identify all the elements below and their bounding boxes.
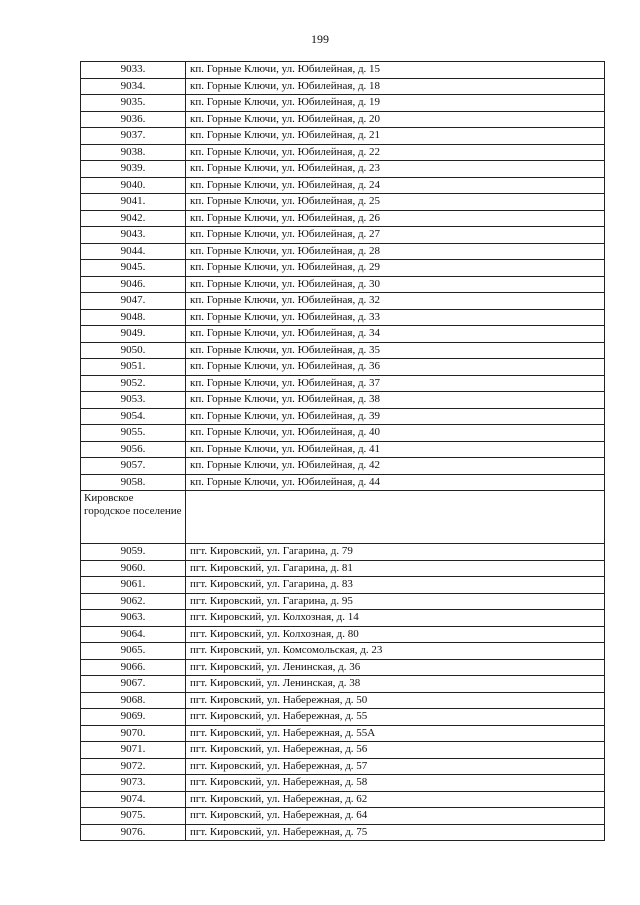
table-row [81,425,605,442]
row-number: 9073. [81,775,186,792]
row-number: 9060. [81,560,186,577]
row-number: 9075. [81,808,186,825]
row-address: кп. Горные Ключи, ул. Юбилейная, д. 44 [186,474,605,491]
row-address: пгт. Кировский, ул. Ленинская, д. 38 [186,676,605,693]
table-row [81,293,605,310]
row-number: 9040. [81,177,186,194]
row-address: кп. Горные Ключи, ул. Юбилейная, д. 29 [186,260,605,277]
row-number: 9042. [81,210,186,227]
row-number: 9050. [81,342,186,359]
row-address: кп. Горные Ключи, ул. Юбилейная, д. 34 [186,326,605,343]
table-row [81,128,605,145]
table-row [81,144,605,161]
row-address: кп. Горные Ключи, ул. Юбилейная, д. 37 [186,375,605,392]
table-row [81,62,605,79]
row-address: кп. Горные Ключи, ул. Юбилейная, д. 24 [186,177,605,194]
table-row [81,441,605,458]
row-address: кп. Горные Ключи, ул. Юбилейная, д. 42 [186,458,605,475]
table-row [81,177,605,194]
row-address: кп. Горные Ключи, ул. Юбилейная, д. 36 [186,359,605,376]
row-number: 9066. [81,659,186,676]
row-number: 9033. [81,62,186,79]
row-number: 9057. [81,458,186,475]
row-number: 9036. [81,111,186,128]
row-address: кп. Горные Ключи, ул. Юбилейная, д. 40 [186,425,605,442]
section-empty-cell [186,491,605,544]
row-number: 9044. [81,243,186,260]
row-number: 9045. [81,260,186,277]
row-address: кп. Горные Ключи, ул. Юбилейная, д. 41 [186,441,605,458]
row-address: пгт. Кировский, ул. Гагарина, д. 95 [186,593,605,610]
table-row [81,342,605,359]
table-row [81,643,605,660]
row-number: 9064. [81,626,186,643]
table-row [81,326,605,343]
table-row [81,392,605,409]
row-address: пгт. Кировский, ул. Колхозная, д. 80 [186,626,605,643]
row-number: 9067. [81,676,186,693]
table-row [81,210,605,227]
table-row [81,610,605,627]
table-row [81,95,605,112]
table-row [81,309,605,326]
row-address: пгт. Кировский, ул. Набережная, д. 55А [186,725,605,742]
table-row [81,742,605,759]
row-number: 9055. [81,425,186,442]
row-number: 9043. [81,227,186,244]
row-address: кп. Горные Ключи, ул. Юбилейная, д. 26 [186,210,605,227]
table-row [81,194,605,211]
row-address: кп. Горные Ключи, ул. Юбилейная, д. 19 [186,95,605,112]
row-number: 9037. [81,128,186,145]
table-row [81,659,605,676]
row-number: 9065. [81,643,186,660]
table-row [81,692,605,709]
table-row [81,111,605,128]
row-number: 9071. [81,742,186,759]
section-title: Кировское городское поселение [81,491,186,544]
row-address: кп. Горные Ключи, ул. Юбилейная, д. 18 [186,78,605,95]
address-table [80,61,605,841]
table-row [81,474,605,491]
row-address: пгт. Кировский, ул. Ленинская, д. 36 [186,659,605,676]
row-address: кп. Горные Ключи, ул. Юбилейная, д. 33 [186,309,605,326]
row-number: 9051. [81,359,186,376]
table-row [81,408,605,425]
table-row [81,709,605,726]
row-address: пгт. Кировский, ул. Набережная, д. 75 [186,824,605,841]
row-number: 9072. [81,758,186,775]
row-address: кп. Горные Ключи, ул. Юбилейная, д. 15 [186,62,605,79]
row-address: кп. Горные Ключи, ул. Юбилейная, д. 32 [186,293,605,310]
row-address: кп. Горные Ключи, ул. Юбилейная, д. 30 [186,276,605,293]
address-table-body [81,62,605,841]
row-address: кп. Горные Ключи, ул. Юбилейная, д. 25 [186,194,605,211]
table-row [81,791,605,808]
row-number: 9052. [81,375,186,392]
table-row [81,375,605,392]
row-number: 9039. [81,161,186,178]
row-address: кп. Горные Ключи, ул. Юбилейная, д. 21 [186,128,605,145]
row-address: пгт. Кировский, ул. Набережная, д. 56 [186,742,605,759]
row-number: 9053. [81,392,186,409]
table-row [81,577,605,594]
row-address: кп. Горные Ключи, ул. Юбилейная, д. 22 [186,144,605,161]
row-number: 9046. [81,276,186,293]
table-row [81,725,605,742]
row-address: пгт. Кировский, ул. Набережная, д. 50 [186,692,605,709]
row-number: 9063. [81,610,186,627]
row-number: 9054. [81,408,186,425]
section-row [81,491,605,544]
row-address: пгт. Кировский, ул. Набережная, д. 64 [186,808,605,825]
table-row [81,359,605,376]
row-number: 9056. [81,441,186,458]
row-number: 9035. [81,95,186,112]
table-row [81,260,605,277]
row-address: пгт. Кировский, ул. Гагарина, д. 83 [186,577,605,594]
table-row [81,676,605,693]
table-row [81,824,605,841]
table-row [81,758,605,775]
table-row [81,775,605,792]
row-address: пгт. Кировский, ул. Колхозная, д. 14 [186,610,605,627]
row-address: кп. Горные Ключи, ул. Юбилейная, д. 39 [186,408,605,425]
row-number: 9047. [81,293,186,310]
row-address: пгт. Кировский, ул. Набережная, д. 58 [186,775,605,792]
row-number: 9061. [81,577,186,594]
row-number: 9041. [81,194,186,211]
table-row [81,78,605,95]
row-address: кп. Горные Ключи, ул. Юбилейная, д. 35 [186,342,605,359]
row-number: 9048. [81,309,186,326]
page-number: 199 [311,32,329,46]
table-row [81,227,605,244]
row-address: кп. Горные Ключи, ул. Юбилейная, д. 28 [186,243,605,260]
row-address: пгт. Кировский, ул. Комсомольская, д. 23 [186,643,605,660]
table-row [81,161,605,178]
row-address: пгт. Кировский, ул. Набережная, д. 62 [186,791,605,808]
row-address: кп. Горные Ключи, ул. Юбилейная, д. 38 [186,392,605,409]
row-address: пгт. Кировский, ул. Гагарина, д. 79 [186,544,605,561]
row-number: 9062. [81,593,186,610]
row-number: 9070. [81,725,186,742]
row-number: 9038. [81,144,186,161]
row-number: 9074. [81,791,186,808]
row-address: пгт. Кировский, ул. Набережная, д. 55 [186,709,605,726]
row-address: пгт. Кировский, ул. Гагарина, д. 81 [186,560,605,577]
row-number: 9068. [81,692,186,709]
row-number: 9076. [81,824,186,841]
table-row [81,458,605,475]
row-number: 9059. [81,544,186,561]
table-row [81,544,605,561]
row-address: пгт. Кировский, ул. Набережная, д. 57 [186,758,605,775]
table-row [81,626,605,643]
table-row [81,276,605,293]
row-number: 9034. [81,78,186,95]
table-row [81,593,605,610]
row-number: 9069. [81,709,186,726]
row-number: 9058. [81,474,186,491]
table-row [81,560,605,577]
row-address: кп. Горные Ключи, ул. Юбилейная, д. 27 [186,227,605,244]
row-number: 9049. [81,326,186,343]
row-address: кп. Горные Ключи, ул. Юбилейная, д. 23 [186,161,605,178]
row-address: кп. Горные Ключи, ул. Юбилейная, д. 20 [186,111,605,128]
table-row [81,808,605,825]
table-row [81,243,605,260]
